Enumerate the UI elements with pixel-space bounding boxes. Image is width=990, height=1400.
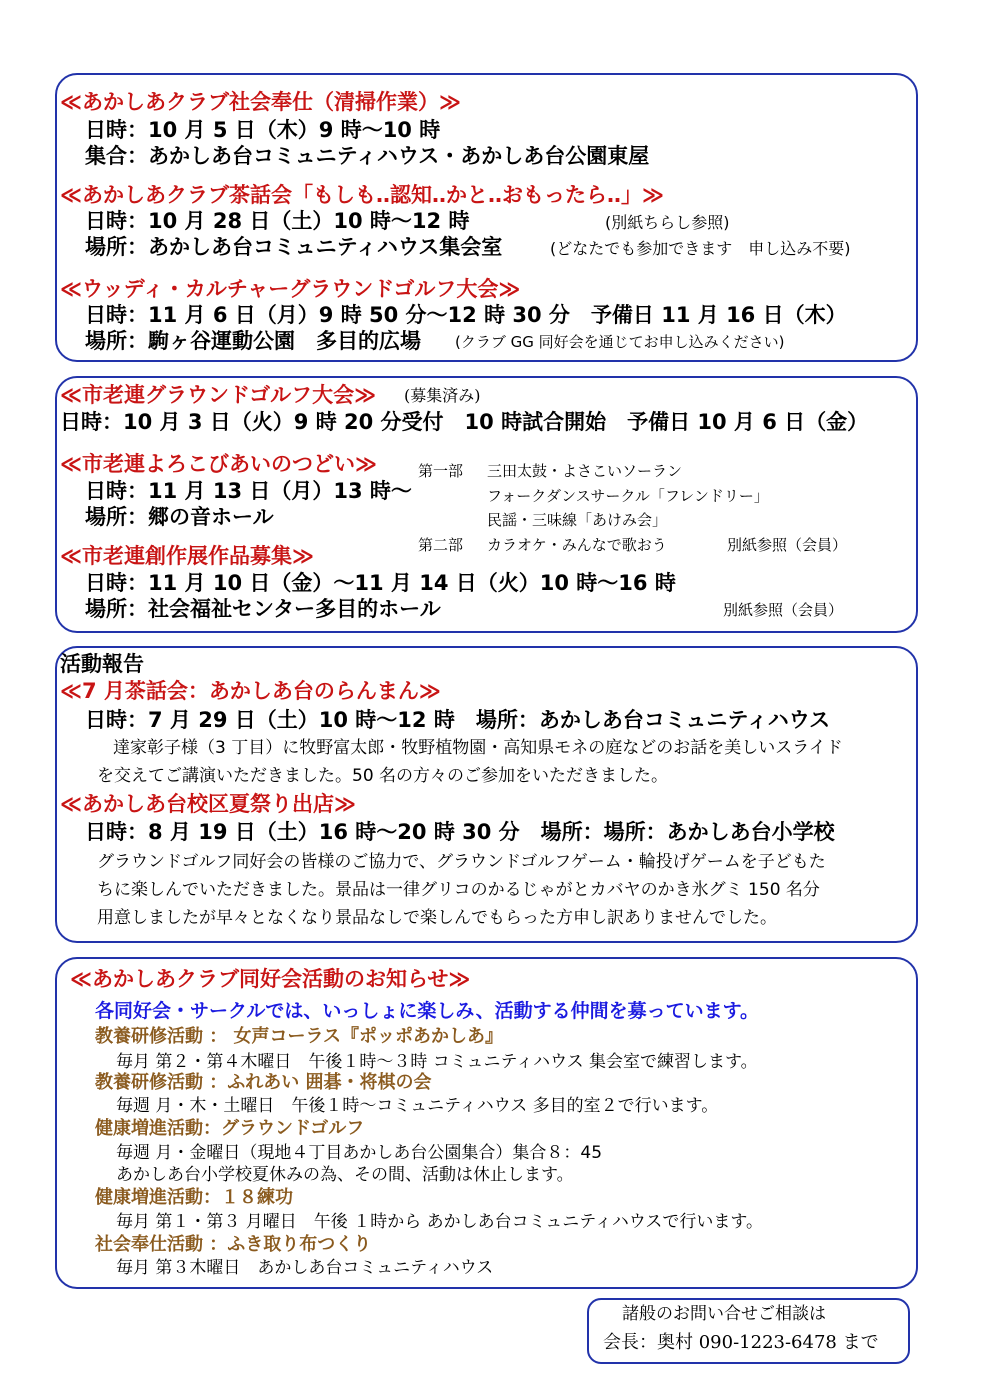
event-tea-place-note: (どなたでも参加できます 申し込み不要) — [550, 239, 851, 258]
report-tea-text-1: 達家彰子様（3 丁目）に牧野富太郎・牧野植物園・高知県モネの庭などのお話を美しいスライド — [113, 738, 843, 758]
activity-chorus-title: 教養研修活動 ： 女声コーラス『ポッポあかしあ』 — [95, 1026, 503, 1047]
event-art-ref: 別紙参照（会員） — [723, 601, 844, 619]
program-part2-label: 第二部 — [418, 536, 464, 554]
activity-cloth-title: 社会奉仕活動 ：ふき取り布つくり — [95, 1234, 372, 1255]
club-activities-intro: 各同好会・サークルでは、いっしょに楽しみ、活動する仲間を募っています。 — [95, 1000, 760, 1022]
event-tea-note: (別紙ちらし参照) — [605, 213, 730, 232]
event-tea-date: 日時：10 月 28 日（土）10 時〜12 時 — [85, 209, 470, 233]
activity-ground-golf-note: あかしあ台小学校夏休みの為、その間、活動は休止します。 — [116, 1165, 574, 1185]
activity-cloth-detail: 毎月 第３木曜日 あかしあ台コミュニティハウス — [116, 1258, 494, 1278]
report-festival-text-1: グラウンドゴルフ同好会の皆様のご協力で、グラウンドゴルフゲーム・輪投げゲームを子どもた — [97, 852, 826, 872]
program-part1-item1: 三田太鼓・よさこいソーラン — [487, 462, 683, 480]
event-art-place: 場所：社会福祉センター多目的ホール — [85, 597, 441, 621]
report-tea-date: 日時：7 月 29 日（土）10 時〜12 時 場所：あかしあ台コミュニティハウス — [85, 708, 831, 732]
event-gathering-place: 場所：郷の音ホール — [85, 505, 274, 529]
report-tea-text-2: を交えてご講演いただきました。50 名の方々のご参加をいただきました。 — [97, 766, 669, 786]
report-title-tea-july: ≪7 月茶話会：あかしあ台のらんまん≫ — [60, 679, 441, 703]
activity-18-renko-title: 健康増進活動：１８練功 — [95, 1187, 293, 1208]
event-title-art-exhibit: ≪市老連創作展作品募集≫ — [60, 544, 314, 568]
program-part1-item3: 民謡・三味線「あけみ会」 — [487, 511, 668, 529]
report-festival-text-2: ちに楽しんでいただきました。景品は一律グリコのかるじゃがとカバヤのかき氷グミ 150 名分 — [97, 880, 820, 900]
event-city-golf-note: (募集済み) — [404, 386, 481, 405]
program-part1-label: 第一部 — [418, 462, 464, 480]
activity-go-shogi-detail: 毎週 月・木・土曜日 午後１時〜コミュニティハウス 多目的室２で行います。 — [116, 1096, 719, 1116]
event-golf-note: (クラブ GG 同好会を通じてお申し込みください) — [455, 333, 785, 351]
report-festival-date: 日時：8 月 19 日（土）16 時〜20 時 30 分 場所：場所：あかしあ台小学校 — [85, 820, 835, 844]
club-activities-title: ≪あかしあクラブ同好会活動のお知らせ≫ — [70, 967, 471, 991]
event-golf-place: 場所：駒ヶ谷運動公園 多目的広場 — [85, 329, 421, 353]
event-tea-place: 場所：あかしあ台コミュニティハウス集会室 — [85, 235, 503, 259]
activity-18-renko-detail: 毎月 第１・第３ 月曜日 午後 １時から あかしあ台コミュニティハウスで行います。 — [116, 1212, 764, 1232]
activity-ground-golf-title: 健康増進活動：グラウンドゴルフ — [95, 1118, 365, 1139]
activity-go-shogi-title: 教養研修活動 ：ふれあい 囲碁・将棋の会 — [95, 1072, 432, 1093]
report-title-festival: ≪あかしあ台校区夏祭り出店≫ — [60, 792, 356, 816]
program-part2-item1: カラオケ・みんなで歌おう — [487, 536, 667, 554]
activity-ground-golf-detail: 毎週 月・金曜日（現地４丁目あかしあ台公園集合）集合８：45 — [116, 1143, 603, 1163]
program-part2-ref: 別紙参照（会員） — [727, 536, 848, 554]
event-gathering-date: 日時：11 月 13 日（月）13 時〜 — [85, 479, 412, 503]
event-cleanup-place: 集合：あかしあ台コミュニティハウス・あかしあ台公園東屋 — [85, 144, 650, 168]
activity-chorus-detail: 毎月 第２・第４木曜日 午後１時〜３時 コミュニティハウス 集会室で練習します。 — [116, 1052, 758, 1072]
event-cleanup-date: 日時：10 月 5 日（木）9 時〜10 時 — [85, 118, 441, 142]
program-part1-item2: フォークダンスサークル「フレンドリー」 — [487, 487, 769, 505]
event-title-cleanup: ≪あかしあクラブ社会奉仕（清掃作業）≫ — [60, 90, 461, 114]
event-title-gathering: ≪市老連よろこびあいのつどい≫ — [60, 452, 377, 476]
event-city-golf-date: 日時：10 月 3 日（火）9 時 20 分受付 10 時試合開始 予備日 10 月 6 日（金） — [60, 410, 869, 434]
event-title-golf: ≪ウッディ・カルチャーグラウンドゴルフ大会≫ — [60, 277, 521, 301]
event-art-date: 日時：11 月 10 日（金）〜11 月 14 日（火）10 時〜16 時 — [85, 571, 676, 595]
contact-line-1: 諸般のお問い合せご相談は — [622, 1304, 826, 1324]
report-festival-text-3: 用意しましたが早々となくなり景品なしで楽しんでもらった方申し訳ありませんでした。 — [97, 908, 777, 928]
contact-line-2: 会長：奥村 090-1223-6478 まで — [603, 1332, 879, 1353]
event-title-city-golf: ≪市老連グラウンドゴルフ大会≫ — [60, 383, 377, 407]
activity-report-heading: 活動報告 — [60, 652, 144, 676]
event-title-tea-party: ≪あかしあクラブ茶話会「もしも‥認知‥かと‥おもったら‥」≫ — [60, 183, 664, 207]
event-golf-date: 日時：11 月 6 日（月）9 時 50 分〜12 時 30 分 予備日 11 月 16 日（木） — [85, 303, 847, 327]
